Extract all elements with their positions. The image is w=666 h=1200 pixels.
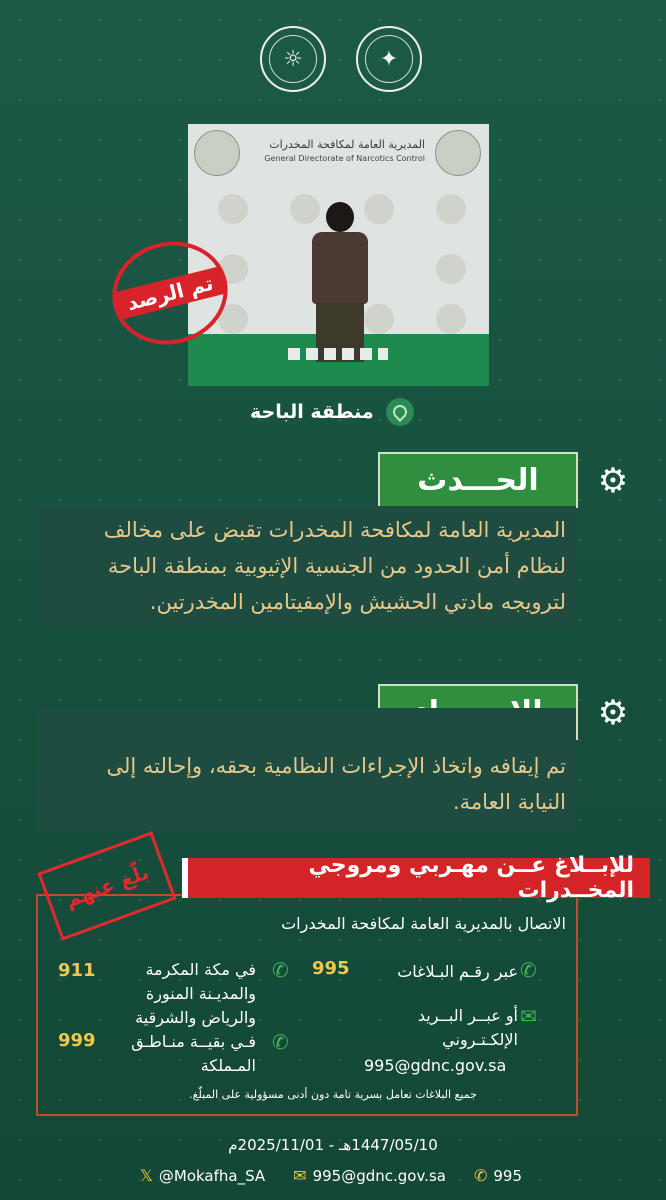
phone-icon: ✆	[272, 958, 289, 982]
regions-a-number: 911	[58, 960, 96, 981]
wall-seal	[436, 304, 466, 334]
contact-title: الاتصال بالمديرية العامة لمكافحة المخدرات	[281, 914, 566, 933]
suspect-figure	[304, 202, 374, 362]
regions-b-number: 999	[58, 1030, 96, 1051]
regions-a-label: في مكة المكرمة والمديـنة المنورة والرياض والشرقية	[135, 960, 256, 1027]
event-body	[38, 506, 576, 626]
photo-logo-right	[435, 130, 481, 176]
action-process-icon: ⚙	[597, 693, 629, 733]
footer	[140, 1166, 522, 1185]
narcotics-control-emblem	[260, 26, 326, 92]
event-line: لترويجه مادتي الحشيش والإمفيتامين المخدرتين.	[149, 590, 566, 614]
envelope-icon: ✉	[293, 1166, 307, 1185]
date-line: 1447/05/10هـ - 2025/11/01م	[228, 1136, 438, 1154]
photo-logo-left	[194, 130, 240, 176]
event-title: الحـــدث	[378, 452, 578, 508]
phone-icon: ✆	[473, 1166, 488, 1185]
seized-items	[288, 348, 388, 360]
wall-seal	[436, 254, 466, 284]
wall-seal	[436, 194, 466, 224]
arrest-photo	[188, 124, 489, 386]
detected-stamp: تم الرصد	[101, 229, 238, 356]
location-text: منطقة الباحة	[250, 401, 374, 423]
report-number: 995	[312, 958, 350, 979]
report-them-stamp: بلّغ عنهم	[37, 831, 176, 940]
report-banner: للإبــلاغ عــن مهـربي ومروجي المخــدرات	[182, 858, 650, 898]
phone-icon: ✆	[520, 958, 537, 982]
action-body	[38, 708, 576, 830]
photo-header-english: General Directorate of Narcotics Control	[264, 154, 425, 163]
by-number-label: عبر رقـم البـلاغات	[397, 962, 518, 981]
envelope-icon: ✉	[520, 1004, 537, 1028]
phone-icon: ✆	[272, 1030, 289, 1054]
confidentiality-note: جميع البلاغات تعامل بسرية تامة دون أدنى مسؤولية على المبلّغ.	[189, 1088, 477, 1101]
action-line: تم إيقافه واتخاذ الإجراءات النظامية بحقه، وإحالته إلى	[106, 754, 566, 778]
footer-twitter[interactable]: 𝕏 @Mokafha_SA	[140, 1166, 266, 1185]
palm-swords-icon: ✦	[365, 35, 413, 83]
location-row	[250, 398, 414, 426]
event-line: المديرية العامة لمكافحة المخدرات تقبض على مخالف	[103, 518, 566, 542]
footer-email[interactable]: ✉ 995@gdnc.gov.sa	[293, 1166, 446, 1185]
action-line: النيابة العامة.	[452, 790, 566, 814]
footer-phone[interactable]: ✆ 995	[473, 1166, 523, 1185]
wall-seal	[218, 194, 248, 224]
by-email-label: أو عبــر البــريد الإلكـتـروني	[417, 1006, 518, 1049]
x-logo-icon: 𝕏	[140, 1166, 153, 1185]
event-line: لنظام أمن الحدود من الجنسية الإثيوبية بمنطقة الباحة	[107, 554, 566, 578]
seal-icon: ☼	[269, 35, 317, 83]
event-gears-icon: ⚙	[597, 461, 629, 501]
location-pin-icon	[386, 398, 414, 426]
ministry-emblem	[356, 26, 422, 92]
report-email[interactable]: 995@gdnc.gov.sa	[364, 1056, 507, 1075]
photo-header-arabic: المديرية العامة لمكافحة المخدرات	[269, 138, 425, 151]
regions-b-label: فـي بقيــة منـاطـق المـملكة	[131, 1032, 256, 1075]
